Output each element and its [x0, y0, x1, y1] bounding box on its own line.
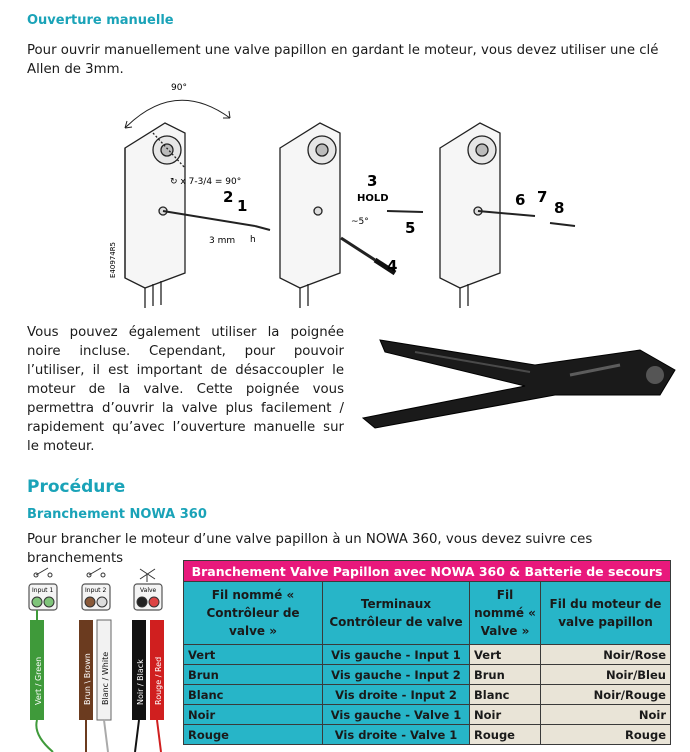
cell-motor-wire: Noir/Bleu [541, 665, 671, 685]
tilt-label: ~5° [351, 217, 369, 227]
cell-controller-wire: Vert [184, 645, 323, 665]
section-title-procedure: Procédure [27, 477, 126, 497]
cell-motor-wire: Noir/Rose [541, 645, 671, 665]
wire-label-brown: Brun \ Brown [83, 653, 92, 705]
handle-text: Vous pouvez également utiliser la poignée noire incluse. Cependant, pour pouvoir l’utiliser, il est important de désaccoupler le moteur de la valve. Cette poignée vous permettra d’ouvrir la valve plus facilement / rapidement qu’avec l’ouverture manuelle sur le moteur. [27, 325, 344, 454]
step-3: 3 [367, 172, 378, 190]
input-1-label: Input 1 [32, 587, 54, 594]
cell-valve-wire: Rouge [470, 725, 541, 745]
wire-label-white: Blanc / White [101, 651, 110, 705]
black-handle-photo [355, 320, 685, 435]
wiring-table-title: Branchement Valve Papillon avec NOWA 360 & Batterie de secours [184, 561, 671, 582]
h-label: h [250, 235, 256, 245]
step-7: 7 [537, 188, 548, 206]
cell-valve-wire: Vert [470, 645, 541, 665]
table-row [184, 685, 671, 705]
cell-controller-wire: Brun [184, 665, 323, 685]
cell-controller-wire: Blanc [184, 685, 323, 705]
cell-controller-wire: Rouge [184, 725, 323, 745]
wiring-table [183, 560, 671, 745]
angle-label: 90° [171, 83, 187, 93]
cell-motor-wire: Noir/Rouge [541, 685, 671, 705]
wire-label-red: Rouge / Red [154, 656, 163, 705]
manual-opening-text: Pour ouvrir manuellement une valve papillon en gardant le moteur, vous devez utiliser une clé Allen de 3mm. [27, 43, 659, 77]
turns-label: ↻ x 7-3/4 = 90° [170, 177, 242, 187]
step-1: 1 [237, 197, 248, 215]
cell-terminal: Vis droite - Valve 1 [323, 725, 470, 745]
table-row [184, 665, 671, 685]
header-controller-terminal: Terminaux Contrôleur de valve [323, 582, 470, 645]
wire-label-black: Noir / Black [136, 659, 145, 705]
cell-motor-wire: Noir [541, 705, 671, 725]
table-row [184, 725, 671, 745]
hold-label: HOLD [357, 193, 389, 204]
header-controller-wire: Fil nommé « Contrôleur de valve » [184, 582, 323, 645]
cell-terminal: Vis gauche - Input 2 [323, 665, 470, 685]
wire-label-green: Vert / Green [34, 656, 43, 705]
valve-label: Valve [140, 587, 157, 594]
cell-valve-wire: Blanc [470, 685, 541, 705]
step-6: 6 [515, 191, 526, 209]
step-8: 8 [554, 199, 565, 217]
cell-motor-wire: Rouge [541, 725, 671, 745]
cell-terminal: Vis droite - Input 2 [323, 685, 470, 705]
step-5: 5 [405, 219, 416, 237]
connector-diagram [15, 565, 175, 752]
wiring-text: Pour brancher le moteur d’une valve papillon à un NOWA 360, vous devez suivre ces branchements [27, 532, 593, 566]
side-code-label: E40974R5 [109, 241, 117, 278]
section-title-wiring: Branchement NOWA 360 [27, 507, 207, 522]
cell-controller-wire: Noir [184, 705, 323, 725]
actuator-3 [440, 123, 500, 308]
table-row [184, 705, 671, 725]
step-2: 2 [223, 188, 234, 206]
cell-valve-wire: Noir [470, 705, 541, 725]
manual-override-diagram [105, 78, 585, 313]
step-4: 4 [387, 257, 398, 275]
input-2-label: Input 2 [85, 587, 107, 594]
cell-valve-wire: Brun [470, 665, 541, 685]
table-row [184, 645, 671, 665]
allen-size-label: 3 mm [209, 236, 236, 246]
cell-terminal: Vis gauche - Valve 1 [323, 705, 470, 725]
header-valve-wire: Fil nommé « Valve » [470, 582, 541, 645]
cell-terminal: Vis gauche - Input 1 [323, 645, 470, 665]
section-title-manual-opening: Ouverture manuelle [27, 13, 174, 28]
actuator-1 [125, 123, 185, 308]
header-motor-wire: Fil du moteur de valve papillon [541, 582, 671, 645]
actuator-2 [280, 123, 340, 308]
